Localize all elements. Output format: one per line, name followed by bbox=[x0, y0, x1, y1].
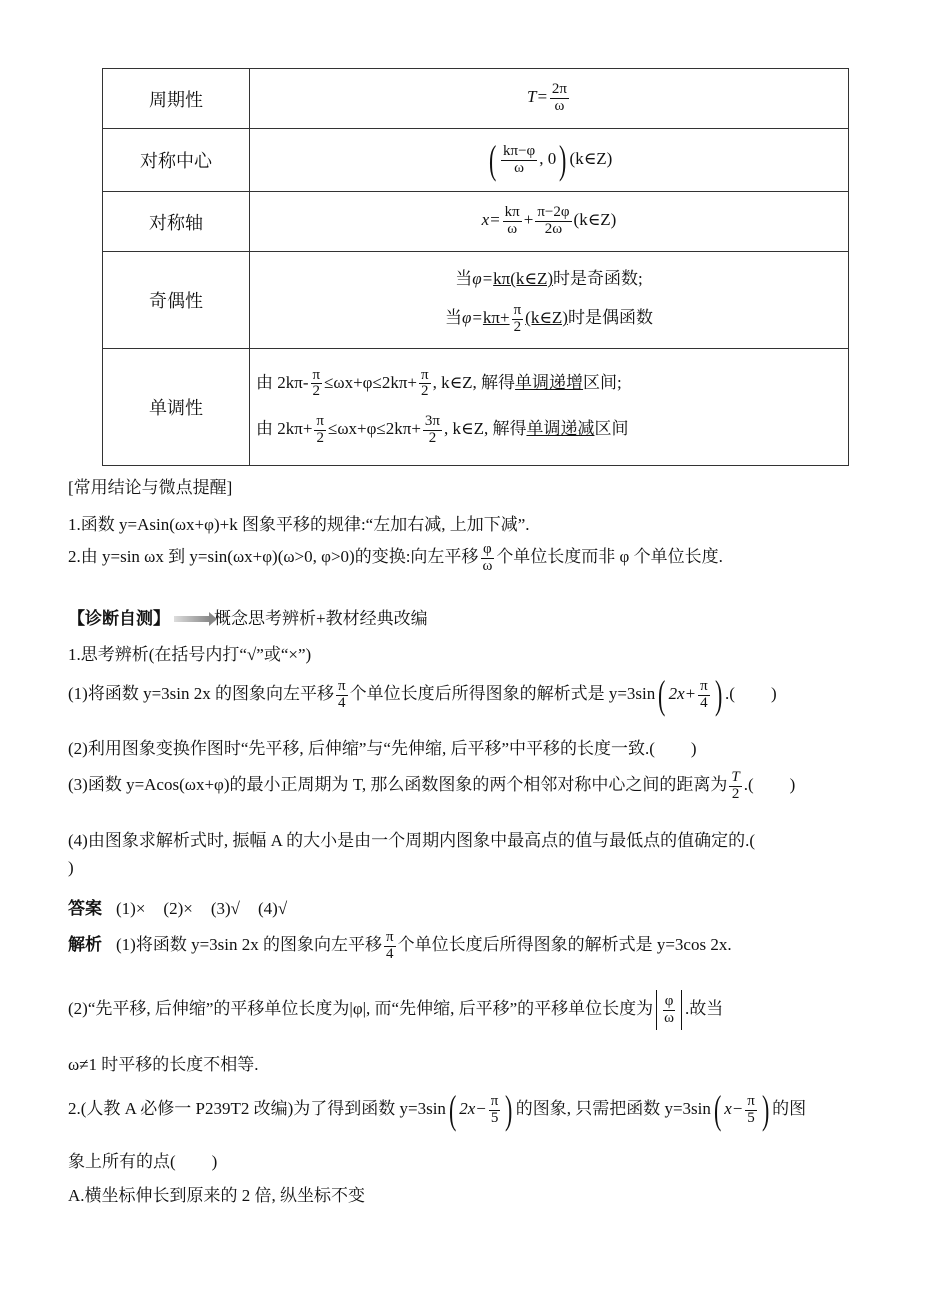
formula-part: T= bbox=[526, 87, 548, 107]
fraction bbox=[384, 930, 396, 963]
text-part: (2)“先平移, 后伸缩”的平移单位长度为|φ|, 而“先伸缩, 后平移”的平移单位长度为 bbox=[68, 998, 654, 1018]
text-part: 区间 bbox=[594, 419, 629, 439]
q1-item-3 bbox=[68, 770, 795, 803]
answer-item: (1)× bbox=[116, 899, 146, 918]
text-part: 当 bbox=[445, 308, 463, 328]
conclusion-1: 1.函数 y=Asin(ωx+φ)+k 图象平移的规律:“左加右减, 上加下减”. bbox=[68, 515, 530, 534]
row-label: 单调性 bbox=[103, 349, 250, 466]
numerator: 3π bbox=[424, 413, 440, 429]
text-part: 的图 bbox=[772, 1098, 807, 1118]
underlined-part: 单调递减 bbox=[526, 419, 595, 439]
left-paren: ( bbox=[713, 1087, 722, 1132]
text-part: φ= bbox=[462, 308, 483, 328]
fraction bbox=[501, 144, 537, 177]
abs-bar bbox=[681, 990, 682, 1030]
text-part: 当 bbox=[455, 269, 473, 289]
q1-item-4: (4)由图象求解析式时, 振幅 A 的大小是由一个周期内图象中最高点的值与最低点的值确定的.( bbox=[68, 831, 756, 850]
answers-line bbox=[68, 894, 305, 919]
denominator: 4 bbox=[338, 694, 346, 711]
monotonicity-cell bbox=[250, 349, 849, 466]
answer-item: (3)√ bbox=[210, 899, 240, 918]
text-part: ) bbox=[770, 683, 777, 703]
formula-part: (k∈Z) bbox=[573, 210, 617, 230]
q1-item-4-close: ) bbox=[68, 858, 74, 877]
formula-part: x− bbox=[724, 1098, 744, 1118]
right-paren: ) bbox=[714, 672, 723, 717]
section-subtitle: 概念思考辨析+教材经典改编 bbox=[214, 609, 428, 628]
numerator: π bbox=[312, 366, 321, 383]
denominator: ω bbox=[507, 221, 518, 237]
underlined-part: kπ+ bbox=[482, 308, 510, 328]
text-part: .( bbox=[743, 775, 754, 795]
text-part: φ= bbox=[472, 269, 494, 289]
text-part: .故当 bbox=[685, 998, 724, 1018]
numerator: φ bbox=[483, 541, 492, 557]
underlined-part: (k∈Z) bbox=[525, 308, 568, 328]
fraction bbox=[503, 205, 522, 238]
left-paren: ( bbox=[448, 1087, 457, 1132]
text-part: .( bbox=[725, 683, 735, 703]
fraction bbox=[480, 542, 494, 575]
numerator: φ bbox=[664, 992, 674, 1009]
denominator: 4 bbox=[700, 694, 708, 711]
conclusion-2 bbox=[68, 542, 723, 575]
text-part: (1)将函数 y=3sin 2x 的图象向左平移 bbox=[68, 683, 334, 703]
row-label: 对称中心 bbox=[103, 129, 250, 192]
fraction bbox=[729, 770, 741, 803]
parity-cell bbox=[250, 252, 849, 349]
numerator: π−2φ bbox=[537, 204, 570, 221]
text-part: (1)将函数 y=3sin 2x 的图象向左平移 bbox=[116, 935, 382, 955]
numerator: π bbox=[386, 929, 394, 945]
denominator: 2ω bbox=[544, 221, 563, 237]
even-line bbox=[250, 303, 848, 336]
text-part: ≤ωx+φ≤2kπ+ bbox=[328, 419, 421, 439]
denominator: 4 bbox=[386, 945, 394, 962]
diagnostic-header bbox=[68, 604, 428, 629]
underlined-part: 单调递增 bbox=[515, 372, 584, 392]
denominator: ω bbox=[514, 159, 525, 176]
text-part: ) bbox=[211, 1152, 218, 1171]
text-part: (2)利用图象变换作图时“先平移, 后伸缩”与“先伸缩, 后平移”中平移的长度一致.( bbox=[68, 739, 655, 758]
analysis-2-cont: ω≠1 时平移的长度不相等. bbox=[68, 1055, 259, 1074]
section-title: 【诊断自测】 bbox=[68, 609, 170, 628]
denominator: 2 bbox=[513, 319, 522, 335]
text-part: 象上所有的点( bbox=[68, 1152, 176, 1171]
text-part: 的图象, 只需把函数 y=3sin bbox=[515, 1098, 711, 1118]
option-a[interactable]: A.横坐标伸长到原来的 2 倍, 纵坐标不变 bbox=[68, 1186, 366, 1205]
text-part: 2.(人教 A 必修一 P239T2 改编)为了得到函数 y=3sin bbox=[68, 1098, 446, 1118]
text-part: 时是奇函数; bbox=[553, 269, 643, 289]
right-paren: ) bbox=[559, 137, 567, 182]
table-row bbox=[103, 129, 849, 192]
q1-item-1 bbox=[68, 672, 777, 717]
fraction bbox=[336, 679, 348, 712]
denominator: 2 bbox=[731, 785, 740, 802]
numerator: kπ−φ bbox=[503, 142, 536, 159]
fraction bbox=[489, 1094, 501, 1127]
formula-part: 2x+ bbox=[668, 683, 697, 703]
denominator: ω bbox=[664, 1009, 674, 1026]
abs-bar bbox=[656, 990, 657, 1030]
text-part: 由 2kπ+ bbox=[256, 419, 313, 439]
denominator: 5 bbox=[490, 1109, 499, 1126]
answer-label: 答案 bbox=[68, 899, 102, 918]
fraction bbox=[550, 82, 569, 115]
numerator: π bbox=[338, 677, 346, 694]
properties-table bbox=[102, 68, 849, 466]
formula-part: (k∈Z) bbox=[569, 148, 613, 168]
analysis-label: 解析 bbox=[68, 935, 102, 955]
conclusions-header: [常用结论与微点提醒] bbox=[68, 478, 233, 497]
q2-stem bbox=[68, 1087, 807, 1132]
increasing-line bbox=[256, 368, 848, 401]
fraction bbox=[662, 994, 676, 1027]
denominator: 2 bbox=[316, 429, 324, 446]
period-formula bbox=[250, 69, 849, 129]
denominator: 5 bbox=[747, 1109, 755, 1126]
fraction bbox=[419, 368, 431, 401]
answer-item: (4)√ bbox=[258, 899, 288, 918]
text-part: 个单位长度后所得图象的解析式是 y=3sin bbox=[349, 683, 656, 703]
numerator: π bbox=[316, 413, 324, 429]
q1-item-2 bbox=[68, 734, 697, 759]
denominator: 2 bbox=[428, 429, 437, 446]
text-part: , k∈Z, 解得 bbox=[444, 419, 527, 439]
text-part: (3)函数 y=Acos(ωx+φ)的最小正周期为 T, 那么函数图象的两个相邻对称中心之间的距离为 bbox=[68, 775, 728, 795]
text-part: 时是偶函数 bbox=[567, 308, 653, 328]
text-part: 由 2kπ- bbox=[256, 372, 309, 392]
denominator: ω bbox=[554, 98, 565, 114]
fraction bbox=[512, 303, 524, 336]
denominator: 2 bbox=[421, 383, 429, 400]
numerator: π bbox=[513, 302, 522, 319]
fraction bbox=[535, 205, 571, 238]
fraction bbox=[745, 1094, 757, 1127]
symmetry-center-formula bbox=[250, 129, 849, 192]
analysis-1 bbox=[68, 930, 732, 963]
table-row bbox=[103, 252, 849, 349]
denominator: 2 bbox=[312, 383, 321, 400]
odd-line bbox=[250, 264, 848, 289]
left-paren: ( bbox=[658, 672, 666, 717]
right-paren: ) bbox=[761, 1087, 770, 1132]
fraction bbox=[698, 679, 710, 712]
numerator: kπ bbox=[504, 204, 520, 221]
q2-stem-cont bbox=[68, 1147, 217, 1172]
answer-item: (2)× bbox=[163, 899, 193, 918]
formula-part: x= bbox=[481, 210, 501, 230]
formula-part: + bbox=[523, 210, 534, 230]
fraction bbox=[314, 414, 326, 447]
row-label: 奇偶性 bbox=[103, 252, 250, 349]
fraction bbox=[423, 414, 442, 447]
table-row bbox=[103, 192, 849, 252]
text-part: ) bbox=[789, 775, 796, 795]
q1-title: 1.思考辨析(在括号内打“√”或“×”) bbox=[68, 645, 312, 664]
text-part: 个单位长度后所得图象的解析式是 y=3cos 2x. bbox=[397, 935, 732, 955]
symmetry-axis-formula bbox=[250, 192, 849, 252]
text-part: ≤ωx+φ≤2kπ+ bbox=[324, 372, 417, 392]
right-paren: ) bbox=[505, 1087, 513, 1132]
numerator: π bbox=[421, 366, 429, 383]
numerator: π bbox=[700, 677, 708, 694]
formula-part: 2x− bbox=[459, 1098, 487, 1118]
table-row bbox=[103, 69, 849, 129]
left-paren: ( bbox=[488, 137, 497, 182]
text-part: , k∈Z, 解得 bbox=[432, 372, 516, 392]
arrow-icon bbox=[174, 616, 210, 622]
numerator: T bbox=[731, 769, 740, 785]
numerator: π bbox=[747, 1092, 755, 1109]
denominator: ω bbox=[482, 557, 493, 574]
row-label: 对称轴 bbox=[103, 192, 250, 252]
text-part: 2.由 y=sin ωx 到 y=sin(ωx+φ)(ω>0, φ>0)的变换:向左平移 bbox=[68, 547, 479, 567]
underlined-part: kπ(k∈Z) bbox=[493, 269, 554, 289]
text-part: 区间; bbox=[583, 372, 622, 392]
formula-part: , 0 bbox=[539, 148, 557, 168]
table-row bbox=[103, 349, 849, 466]
numerator: 2π bbox=[551, 81, 567, 98]
text-part: ) bbox=[690, 739, 697, 758]
fraction bbox=[311, 368, 323, 401]
row-label: 周期性 bbox=[103, 69, 250, 129]
decreasing-line bbox=[256, 414, 848, 447]
numerator: π bbox=[490, 1092, 499, 1109]
analysis-2 bbox=[68, 990, 723, 1030]
text-part: 个单位长度而非 φ 个单位长度. bbox=[496, 547, 723, 567]
